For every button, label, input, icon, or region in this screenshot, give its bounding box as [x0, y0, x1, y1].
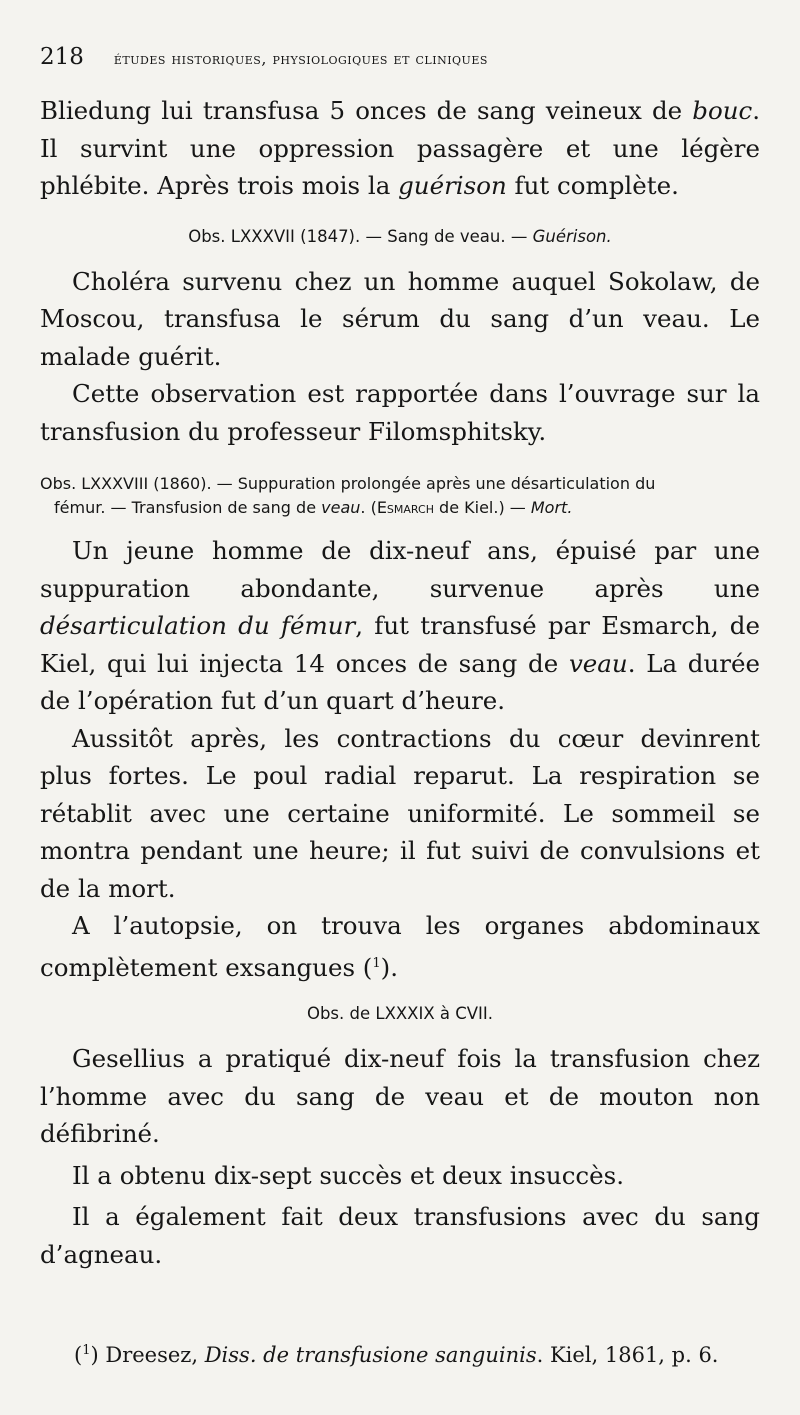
paragraph-jeune-homme: Un jeune homme de dix-neuf ans, épuisé par une suppuration abondante, survenue après une désarticulation du fémur, fut transfusé par Esmarch, de Kiel, qui lui injecta 14 onces de sang de veau. La durée de l’opération fut d’un quart d’heure. [40, 536, 760, 715]
footnote-mark: 1 [82, 1343, 91, 1358]
running-head [40, 44, 760, 84]
observation-heading-89-107: Obs. de LXXXIX à CVII. [306, 1004, 494, 1024]
paragraph-bliedung: Bliedung lui transfusa 5 onces de sang veineux de bouc. Il survint une oppression passagère et une légère phlébite. Après trois mois la guérison fut complète. [40, 96, 760, 200]
footnote-reference: 1 [372, 955, 381, 971]
paragraph-gesellius: Gesellius a pratiqué dix-neuf fois la transfusion chez l’homme avec du sang de veau et de mouton non défibriné. [40, 1044, 760, 1149]
footnote: ($^1$) Dreesez, Diss. de transfusione sanguinis. Kiel, 1861, p. 6. [74, 1343, 719, 1367]
paragraph-autopsie: A l’autopsie, on trouva les organes abdominaux complètement exsangues ($^1$). [40, 911, 760, 982]
paragraph-aussitot: Aussitôt après, les contractions du cœur devinrent plus fortes. Le poul radial reparut. La respiration se rétablit avec une certaine uniformité. Le sommeil se montra pendant une heure; il fut suivi de convulsions et de la mort. [40, 723, 760, 903]
paragraph-agneau: Il a également fait deux transfusions avec du sang d’agneau. [40, 1202, 760, 1269]
paragraph-observation-source: Cette observation est rapportée dans l’ouvrage sur la transfusion du professeur Filomsphitsky. [40, 379, 760, 446]
observation-heading-87: Obs. LXXXVII (1847). — Sang de veau. — Guérison. [188, 226, 612, 246]
running-title: études historiques, physiologiques et cliniques [113, 49, 488, 68]
paragraph-cholera: Choléra survenu chez un homme auquel Sokolaw, de Moscou, transfusa le sérum du sang d’un veau. Le malade guérit. [40, 266, 760, 371]
page-number: 218 [40, 44, 84, 70]
paragraph-succes: Il a obtenu dix-sept succès et deux insuccès. [72, 1160, 625, 1190]
observation-heading-88: Obs. LXXXVIII (1860). — Suppuration prolongée après une désarticulation du fémur. — Transfusion de sang de veau. (Esmarch de Kiel.) — Mort. [40, 474, 656, 517]
